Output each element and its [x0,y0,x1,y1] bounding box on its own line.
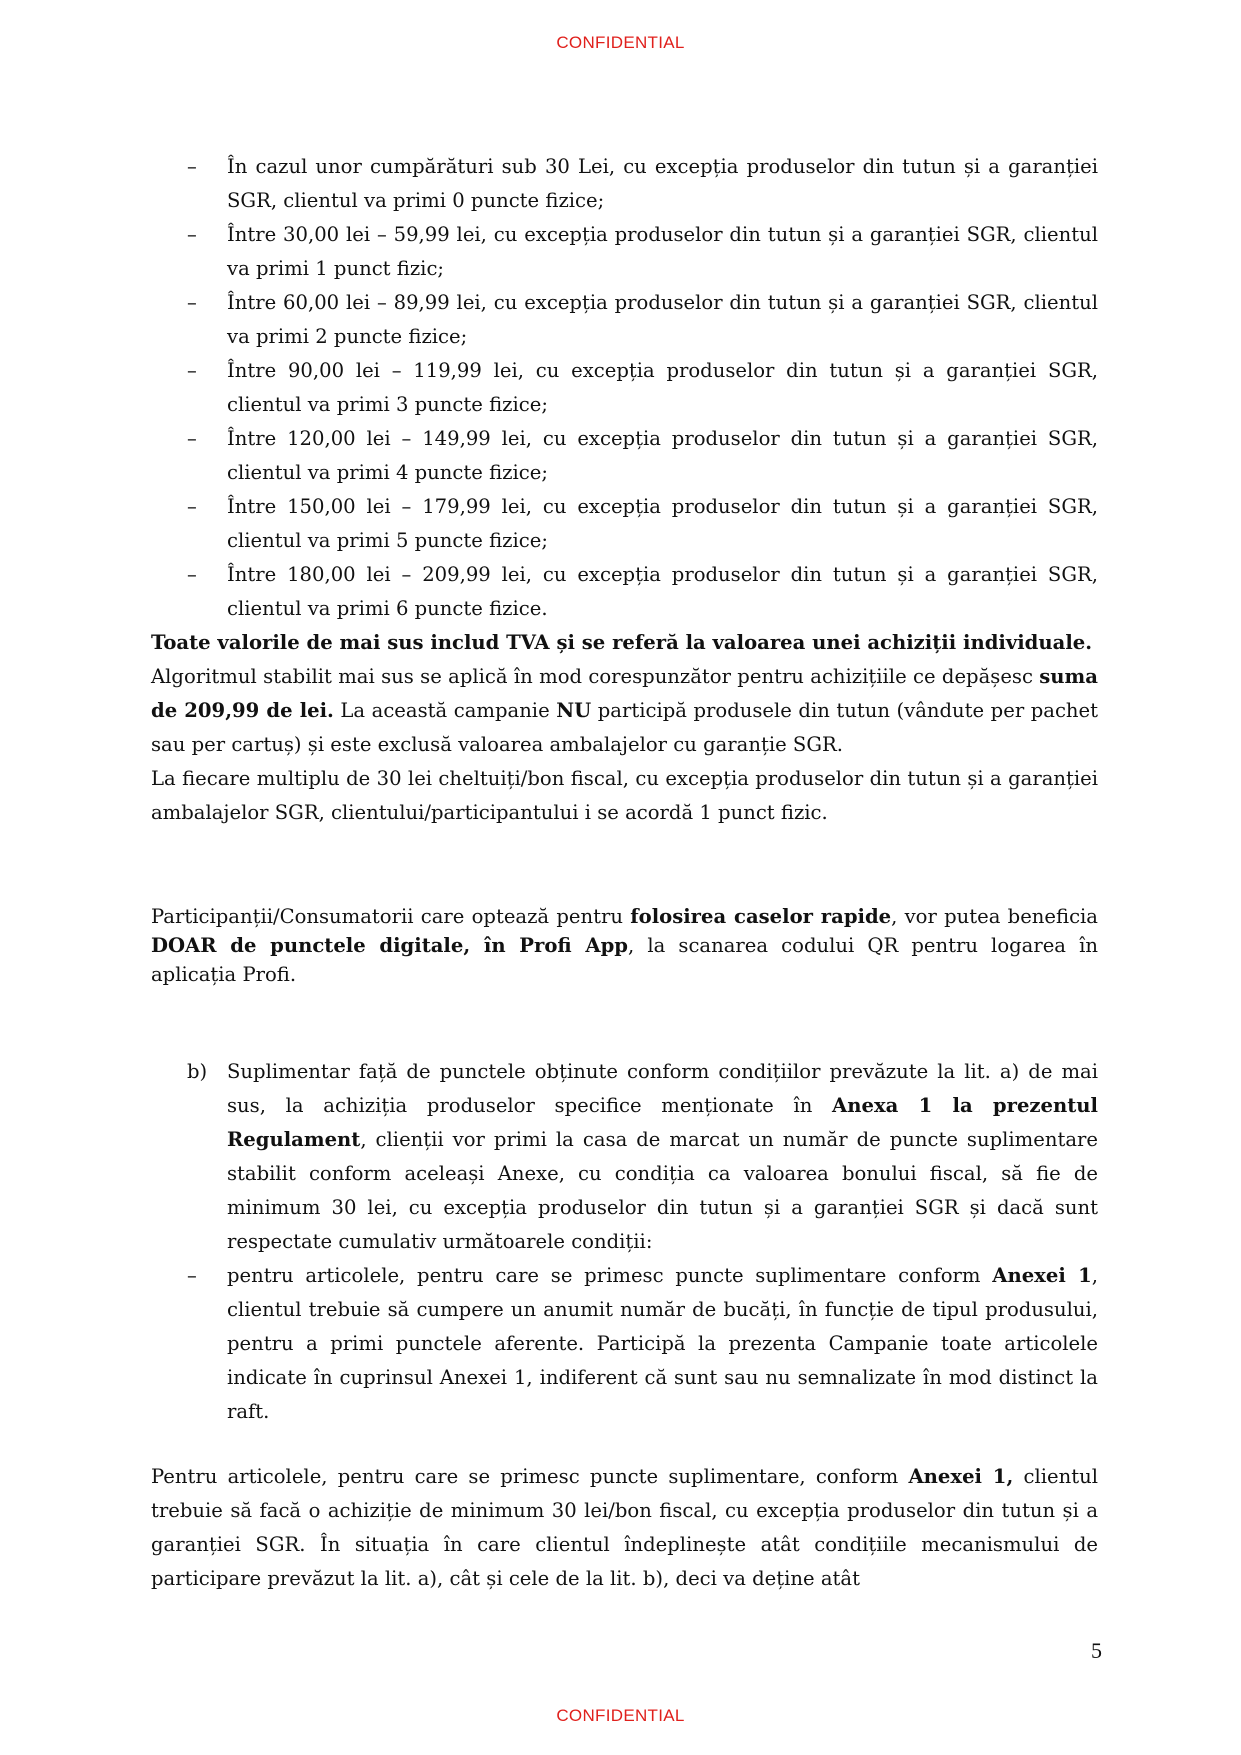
closing-section [151,1460,1098,1596]
dash-marker: – [187,223,197,246]
tier-text: Între 60,00 lei – 89,99 lei, cu excepția produselor din tutun și a garanției SGR, clientul va primi 2 puncte fizice; [227,291,1098,348]
multiple-rule-paragraph: La fiecare multiplu de 30 lei cheltuiți/bon fiscal, cu excepția produselor din tutun și a garanției ambalajelor SGR, clientului/participantului i se acordă 1 punct fizic. [151,767,1098,824]
section-marker: b) [187,1060,208,1083]
tier-text: Între 120,00 lei – 149,99 lei, cu excepția produselor din tutun și a garanției SGR, clientul va primi 4 puncte fizice; [227,427,1098,484]
tier-text: În cazul unor cumpărături sub 30 Lei, cu excepția produselor din tutun și a garanției SGR, clientul va primi 0 puncte fizice; [227,155,1098,212]
list-item [151,422,1098,490]
algorithm-paragraph: Algoritmul stabilit mai sus se aplică în mod corespunzător pentru achizițiile ce depășesc suma de 209,99 de lei. La această campanie NU participă produsele din tutun (vândute per pachet sau per cartuș) și este exclusă valoarea ambalajelor cu garanție SGR. [151,665,1099,756]
fast-checkout-paragraph: Participanții/Consumatorii care optează pentru folosirea caselor rapide, vor putea beneficia DOAR de punctele digitale, în Profi App, la scanarea codului QR pentru logarea în aplicația Profi. [151,905,1098,986]
section-b-list [151,1055,1098,1429]
tier-list [151,150,1098,626]
closing-paragraph: Pentru articolele, pentru care se primesc puncte suplimentare, conform Anexei 1, clientul trebuie să facă o achiziție de minimum 30 lei/bon fiscal, cu excepția produselor din tutun și a garanției SGR. În situația în care clientul îndeplinește atât condițiile mecanismului de participare prevăzut la lit. a), cât și cele de la lit. b), deci va deține atât [151,1465,1098,1590]
list-item [151,354,1098,422]
fast-checkout-section [151,902,1098,989]
list-item: b) Suplimentar față de punctele obținute conform condițiilor prevăzute la lit. a) de mai sus, la achiziția produselor specifice menționate în Anexa 1 la prezentul Regulament, clienții vor primi la casa de marcat un număr de puncte suplimentare stabilit conform aceleași Anexe, cu condiția ca valoarea bonului fiscal, să fie de minimum 30 lei, cu excepția produselor din tutun și a garanției SGR și dacă sunt respectate cumulativ următoarele condiții: [151,1055,1098,1259]
dash-marker: – [187,427,197,450]
confidential-footer: CONFIDENTIAL [556,1706,685,1725]
list-item: – pentru articolele, pentru care se primesc puncte suplimentare conform Anexei 1, clientul trebuie să cumpere un anumit număr de bucăți, în funcție de tipul produsului, pentru a primi punctele aferente. Participă la prezenta Campanie toate articolele indicate în cuprinsul Anexei 1, indiferent că sunt sau nu semnalizate în mod distinct la raft. [151,1259,1098,1429]
tiers-section [151,150,1098,830]
dash-marker: – [187,563,197,586]
list-item [151,558,1098,626]
list-item [151,218,1098,286]
tier-text: Între 180,00 lei – 209,99 lei, cu excepția produselor din tutun și a garanției SGR, clientul va primi 6 puncte fizice. [227,563,1098,620]
list-item [151,150,1098,218]
tier-text: Între 30,00 lei – 59,99 lei, cu excepția produselor din tutun și a garanției SGR, clientul va primi 1 punct fizic; [227,223,1098,280]
dash-marker: – [187,155,197,178]
list-item [151,286,1098,354]
section-b [151,1055,1098,1429]
list-item [151,490,1098,558]
dash-marker: – [187,495,197,518]
confidential-header: CONFIDENTIAL [556,33,685,52]
page-number: 5 [1091,1638,1102,1663]
tier-text: Între 90,00 lei – 119,99 lei, cu excepția produselor din tutun și a garanției SGR, clientul va primi 3 puncte fizice; [227,359,1098,416]
dash-marker: – [187,359,197,382]
dash-marker: – [187,1264,197,1287]
tier-text: Între 150,00 lei – 179,99 lei, cu excepția produselor din tutun și a garanției SGR, clientul va primi 5 puncte fizice; [227,495,1098,552]
vat-note: Toate valorile de mai sus includ TVA și se referă la valoarea unei achiziții individuale. [151,631,1093,654]
dash-marker: – [187,291,197,314]
